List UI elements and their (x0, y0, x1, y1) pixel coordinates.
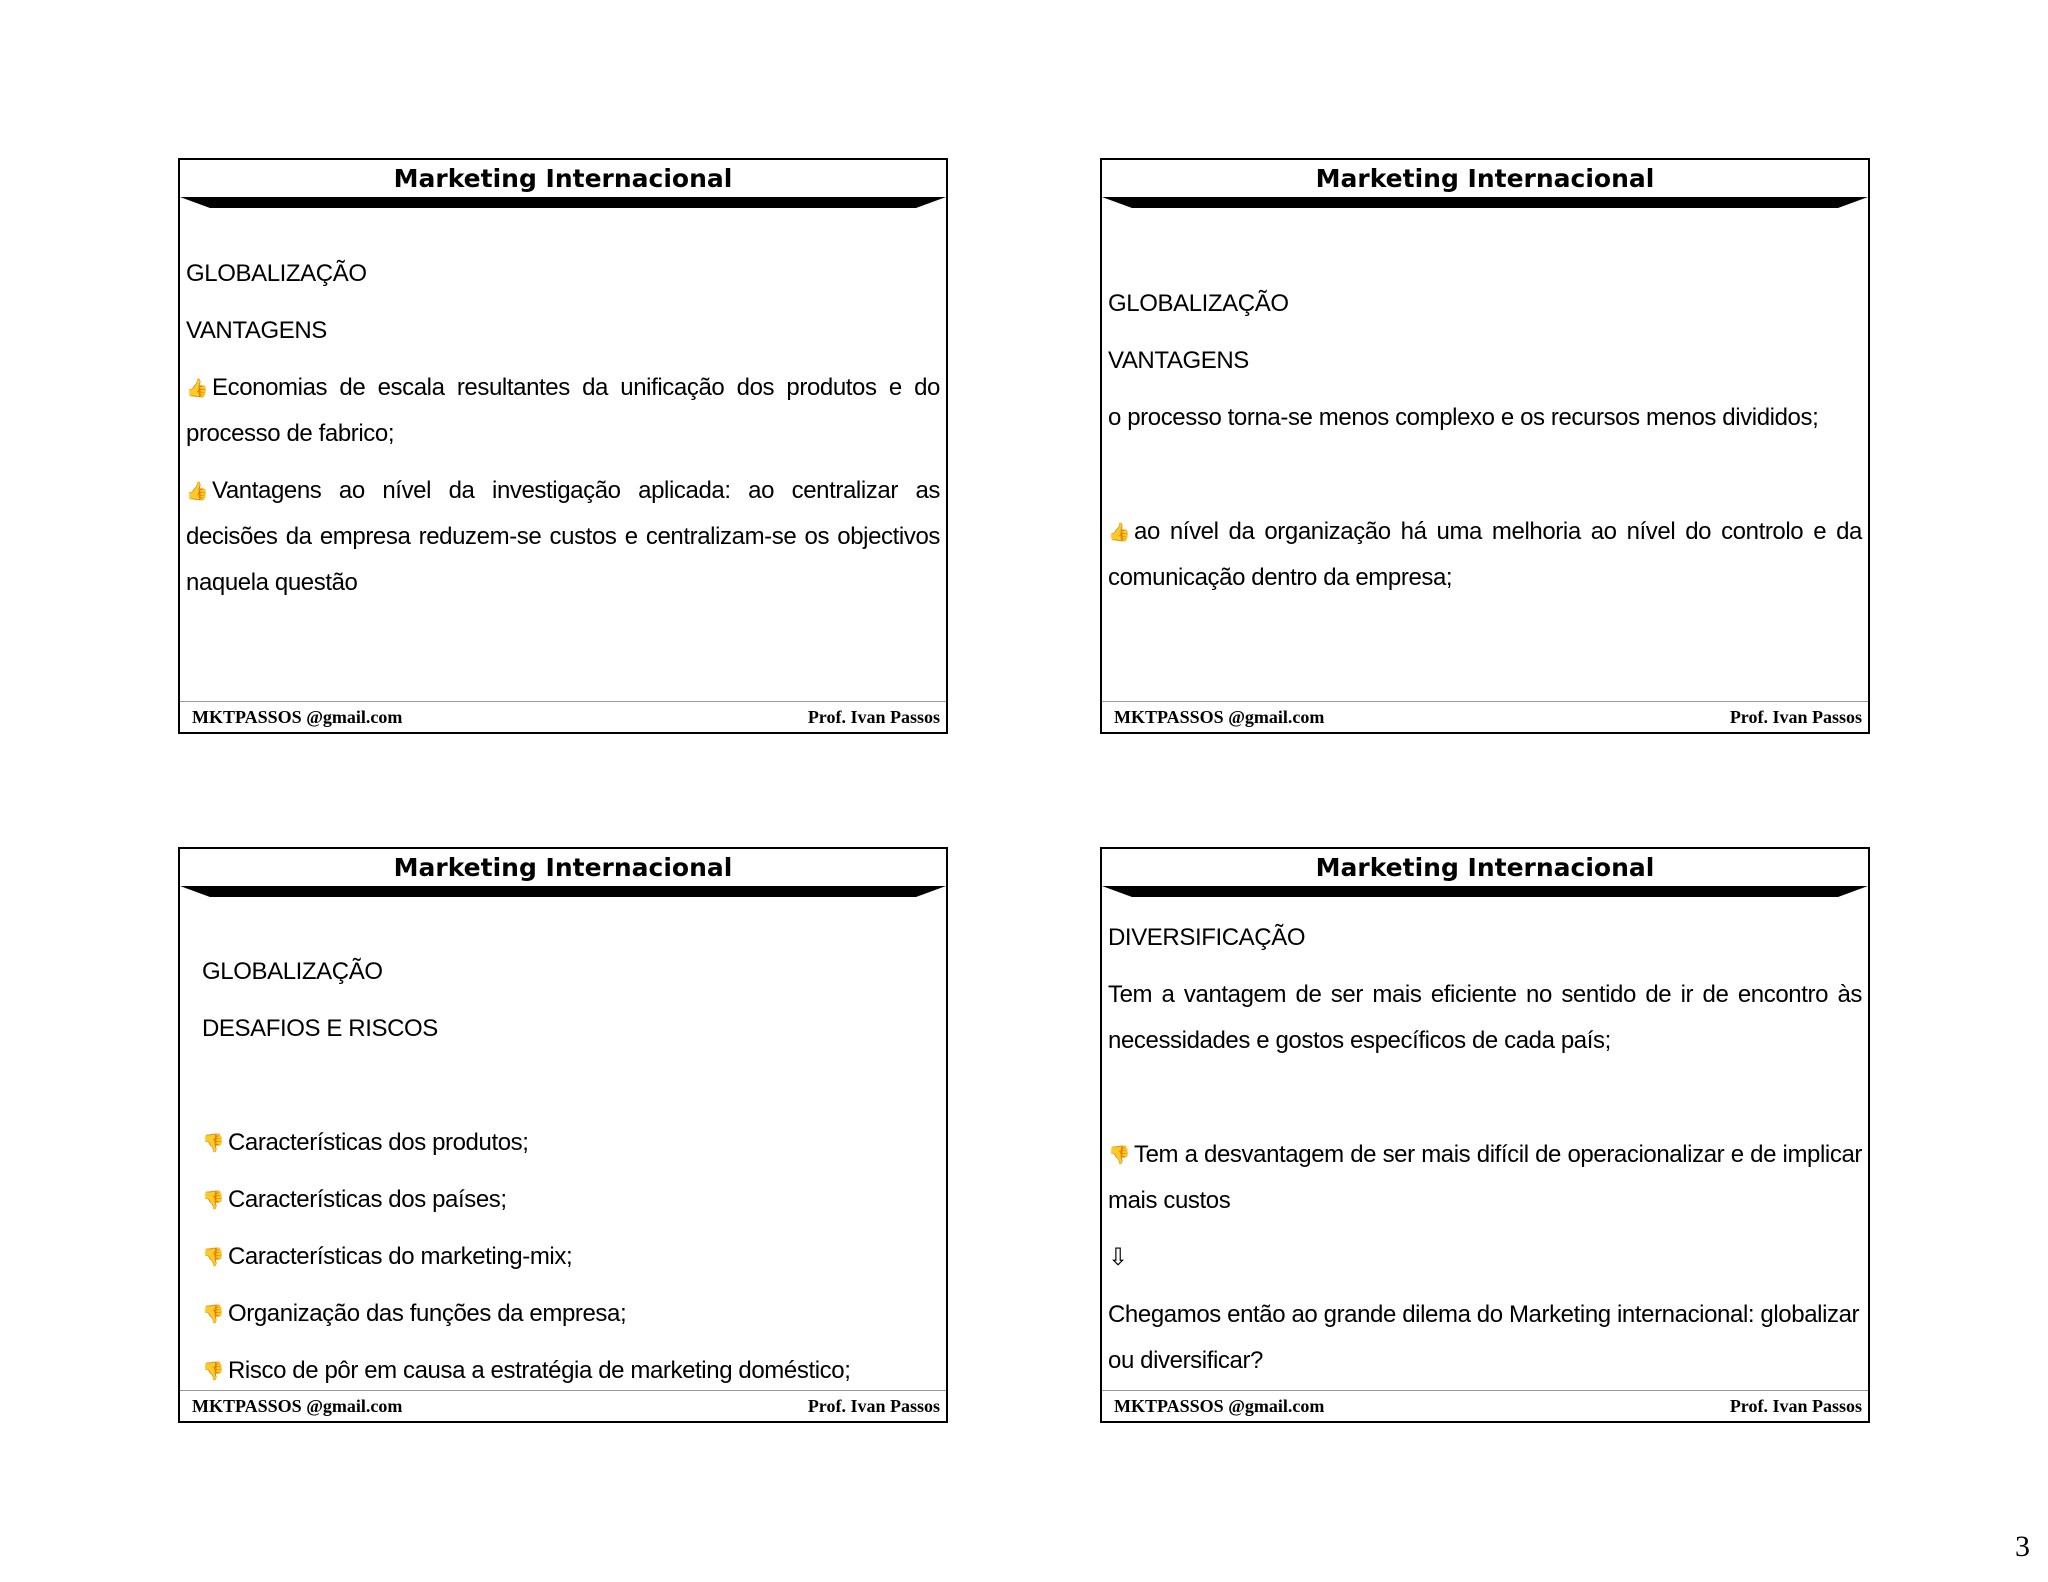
title-underline-bar (1102, 885, 1868, 899)
bullet-text: Tem a desvantagem de ser mais difícil de operacionalizar e de implicar mais custos (1108, 1141, 1862, 1214)
slide-body (1108, 210, 1862, 702)
bullet-text: Organização das funções da empresa; (228, 1300, 627, 1327)
bullet-text: Vantagens ao nível da investigação aplicada: ao centralizar as decisões da empresa reduzem-se custos e centralizam-se os objectivos naquela questão (186, 477, 940, 596)
section-heading: GLOBALIZAÇÃO (202, 958, 383, 985)
thumbs-up-icon: 👍 (186, 481, 209, 501)
title-underline-bar (1102, 196, 1868, 210)
bullet-item (202, 1291, 940, 1337)
thumbs-down-icon: 👎 (202, 1133, 225, 1153)
footer-author: Prof. Ivan Passos (1729, 1396, 1862, 1416)
bullet-text: Características dos produtos; (228, 1129, 529, 1156)
slide-4 (1100, 847, 1870, 1423)
bullet-item (202, 1177, 940, 1223)
paragraph: Tem a vantagem de ser mais eficiente no sentido de ir de encontro às necessidades e gostos específicos de cada país; (1108, 981, 1862, 1054)
slide-title: Marketing Internacional (1315, 853, 1655, 882)
thumbs-down-icon: 👎 (202, 1247, 225, 1267)
slide-body (186, 210, 940, 702)
slide-1 (178, 158, 948, 734)
footer-email: MKTPASSOS @gmail.com (1114, 1396, 1325, 1416)
subsection-heading: VANTAGENS (1108, 347, 1249, 374)
slide-title: Marketing Internacional (393, 853, 733, 882)
slide-title: Marketing Internacional (393, 164, 733, 193)
slide-title: Marketing Internacional (1315, 164, 1655, 193)
footer-author: Prof. Ivan Passos (1729, 707, 1862, 727)
title-underline-bar (180, 885, 946, 899)
thumbs-up-icon: 👍 (1108, 522, 1131, 542)
bullet-item (202, 1234, 940, 1280)
title-underline-bar (180, 196, 946, 210)
footer-email: MKTPASSOS @gmail.com (192, 707, 403, 727)
section-heading: GLOBALIZAÇÃO (186, 260, 367, 287)
bullet-item (186, 468, 940, 606)
section-heading: GLOBALIZAÇÃO (1108, 290, 1289, 317)
thumbs-down-icon: 👎 (202, 1304, 225, 1324)
bullet-text: ao nível da organização há uma melhoria ao nível do controlo e da comunicação dentro da empresa; (1108, 518, 1862, 591)
slide-body (202, 899, 940, 1391)
thumbs-down-icon: 👎 (1108, 1145, 1131, 1165)
page-number: 3 (2015, 1530, 2030, 1563)
slide-footer (180, 701, 946, 732)
footer-author: Prof. Ivan Passos (807, 707, 940, 727)
subsection-heading: DESAFIOS E RISCOS (202, 1015, 438, 1042)
bullet-text: Economias de escala resultantes da unificação dos produtos e do processo de fabrico; (186, 374, 940, 447)
bullet-text: Risco de pôr em causa a estratégia de marketing doméstico; (228, 1357, 851, 1384)
thumbs-down-icon: 👎 (202, 1190, 225, 1210)
slide-body (1108, 899, 1862, 1391)
slide-footer (1102, 701, 1868, 732)
bullet-text: Características dos países; (228, 1186, 507, 1213)
thumbs-up-icon: 👍 (186, 378, 209, 398)
bullet-item (186, 365, 940, 457)
bullet-item (202, 1348, 940, 1394)
footer-email: MKTPASSOS @gmail.com (1114, 707, 1325, 727)
paragraph: o processo torna-se menos complexo e os recursos menos divididos; (1108, 404, 1819, 431)
down-arrow-icon: ⇩ (1108, 1244, 1128, 1271)
bullet-item (1108, 1132, 1862, 1224)
conclusion-text: Chegamos então ao grande dilema do Marketing internacional: globalizar ou diversificar? (1108, 1301, 1860, 1374)
section-heading: DIVERSIFICAÇÃO (1108, 924, 1306, 951)
footer-author: Prof. Ivan Passos (807, 1396, 940, 1416)
subsection-heading: VANTAGENS (186, 317, 327, 344)
thumbs-down-icon: 👎 (202, 1361, 225, 1381)
bullet-text: Características do marketing-mix; (228, 1243, 573, 1270)
bullet-item (1108, 509, 1862, 601)
slide-2 (1100, 158, 1870, 734)
bullet-item (202, 1120, 940, 1166)
slide-footer (1102, 1390, 1868, 1421)
slide-footer (180, 1390, 946, 1421)
footer-email: MKTPASSOS @gmail.com (192, 1396, 403, 1416)
slide-3 (178, 847, 948, 1423)
